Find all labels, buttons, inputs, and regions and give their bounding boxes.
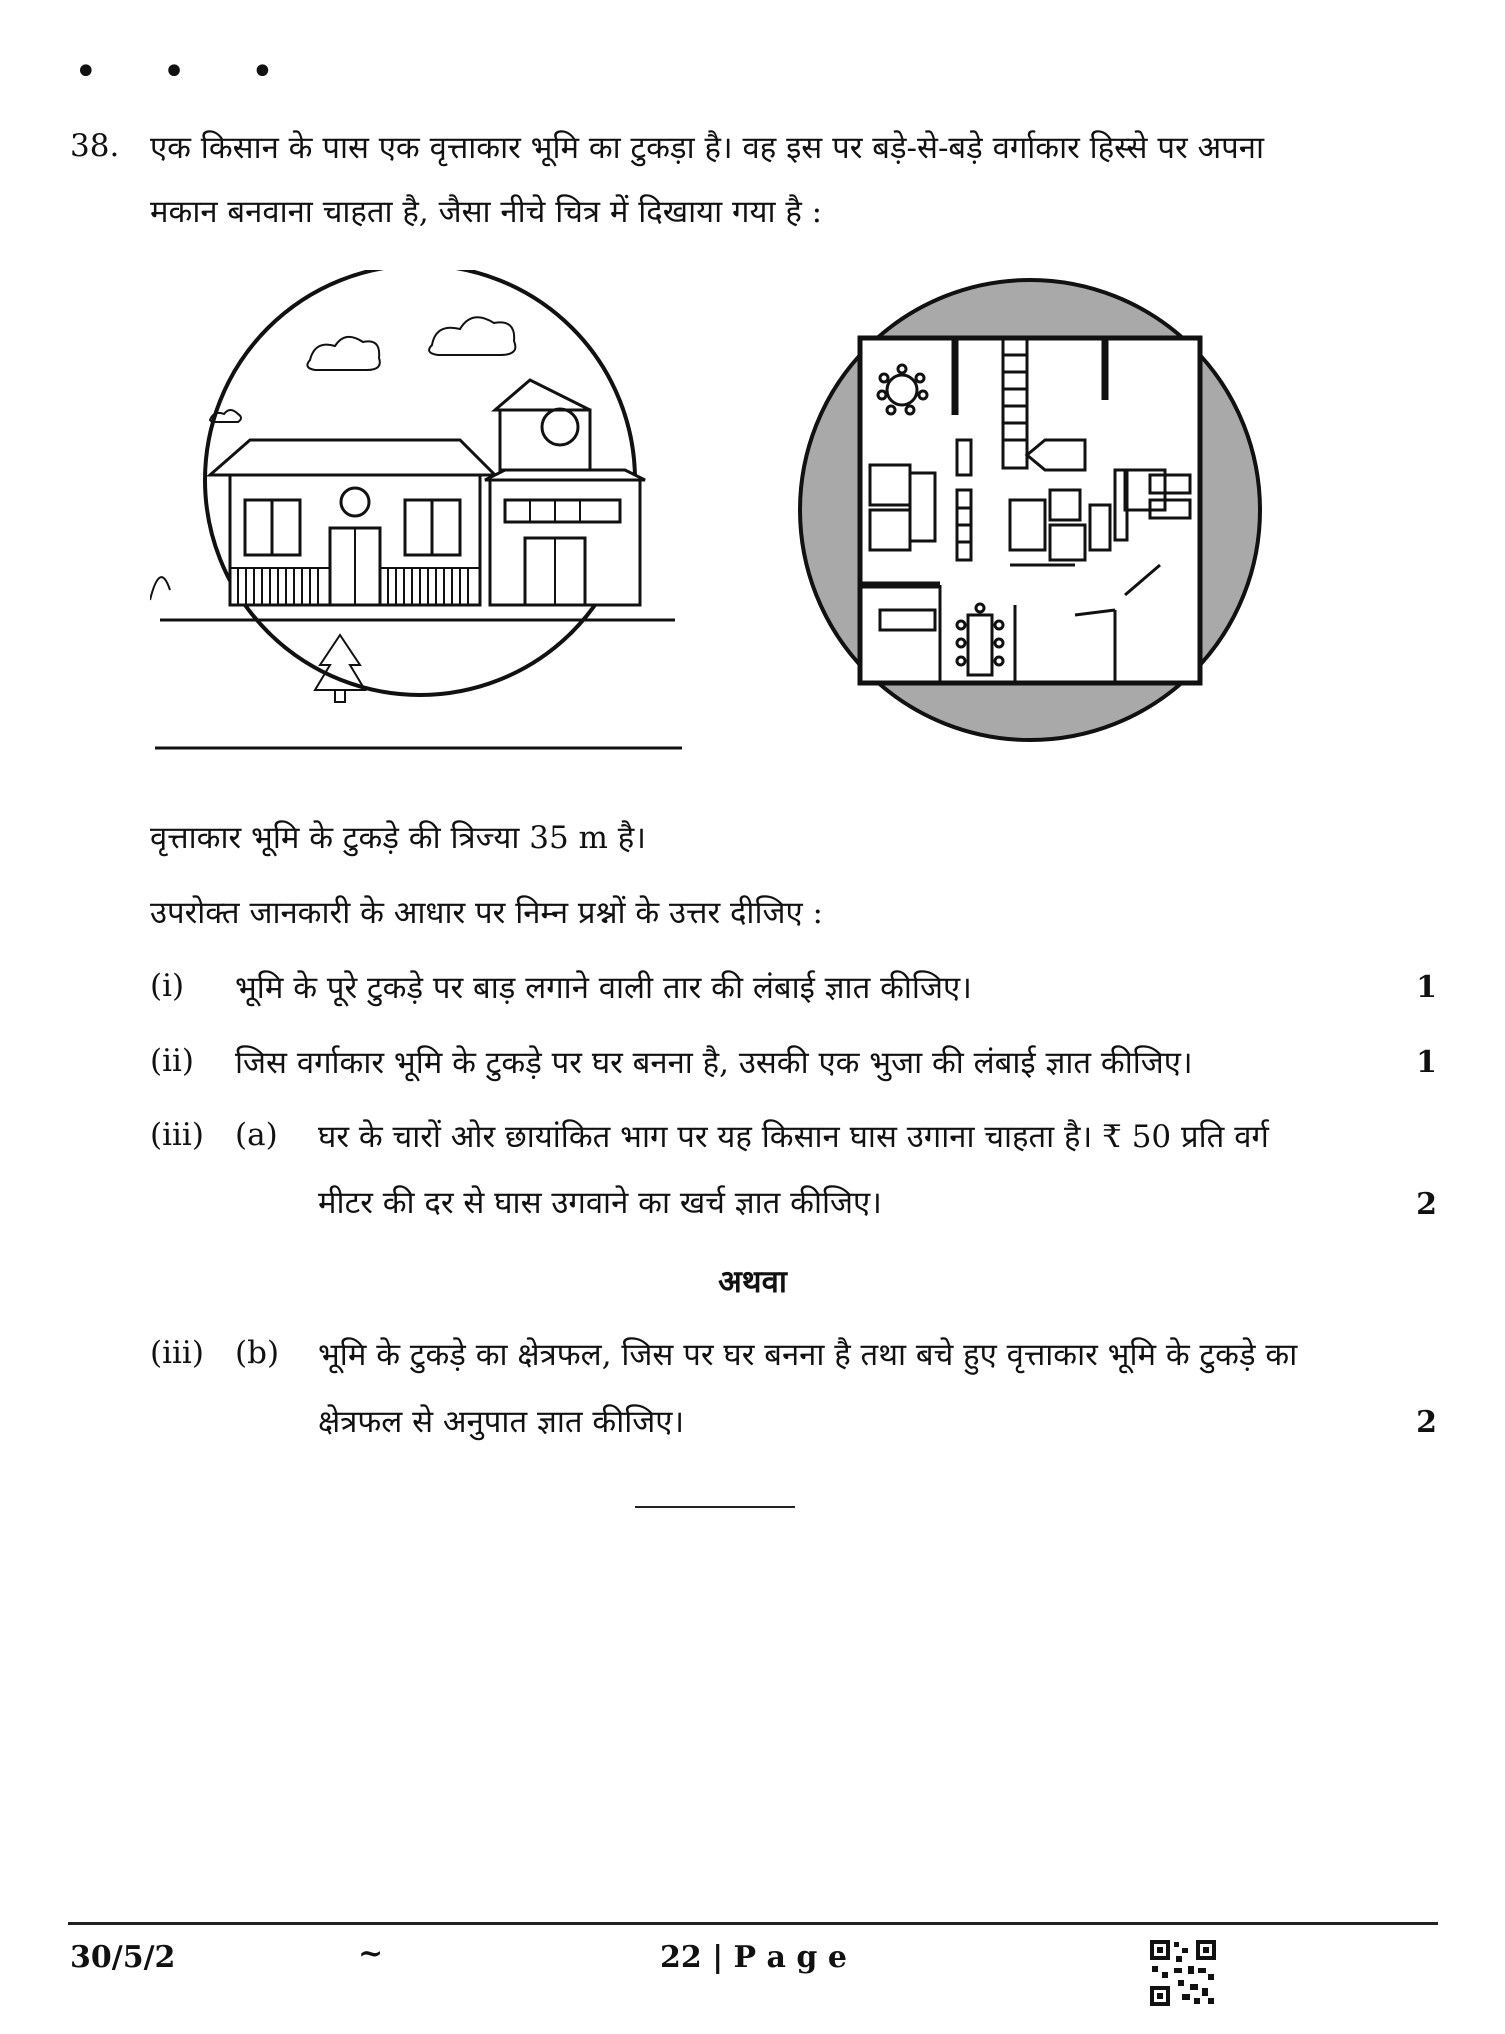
part-iii-b-text-line-1: भूमि के टुकड़े का क्षेत्रफल, जिस पर घर बनना है तथा बचे हुए वृत्ताकार भूमि के टुकड़े का [318, 1337, 1298, 1373]
instruction-text: उपरोक्त जानकारी के आधार पर निम्न प्रश्नों के उत्तर दीजिए : [150, 895, 823, 931]
part-iii-a-text-line-1: घर के चारों ओर छायांकित भाग पर यह किसान घास उगाना चाहता है। ₹ 50 प्रति वर्ग [318, 1119, 1269, 1155]
part-iii-b-marks: 2 [1416, 1405, 1437, 1440]
part-iii-b-text-line-2: क्षेत्रफल से अनुपात ज्ञात कीजिए। [318, 1404, 685, 1440]
house-illustration [150, 270, 690, 760]
part-iii-a-marks: 2 [1416, 1187, 1437, 1222]
page-number: 22 | P a g e [660, 1940, 847, 1975]
part-iii-a-sublabel: (a) [235, 1117, 278, 1153]
part-i-label: (i) [150, 968, 185, 1004]
end-rule [635, 1506, 795, 1508]
footer-tilde: ~ [358, 1936, 384, 1971]
paper-code: 30/5/2 [70, 1940, 176, 1975]
part-iii-a-text-line-2: मीटर की दर से घास उगवाने का खर्च ज्ञात कीजिए। [318, 1185, 882, 1221]
part-iii-b-sublabel: (b) [235, 1335, 280, 1371]
part-ii-marks: 1 [1416, 1045, 1437, 1080]
part-i-text: भूमि के पूरे टुकड़े पर बाड़ लगाने वाली तार की लंबाई ज्ञात कीजिए। [235, 970, 972, 1006]
qr-code-icon [1148, 1938, 1218, 2008]
or-separator: अथवा [718, 1264, 787, 1300]
part-iii-a-label: (iii) [150, 1117, 204, 1153]
part-ii-text: जिस वर्गाकार भूमि के टुकड़े पर घर बनना है, उसकी एक भुजा की लंबाई ज्ञात कीजिए। [235, 1045, 1193, 1081]
intro-line-2: मकान बनवाना चाहता है, जैसा नीचे चित्र में दिखाया गया है : [150, 194, 823, 230]
intro-line-1: एक किसान के पास एक वृत्ताकार भूमि का टुकड़ा है। वह इस पर बड़े-से-बड़े वर्गाकार हिस्से पर अपना [150, 130, 1265, 166]
radius-statement: वृत्ताकार भूमि के टुकड़े की त्रिज्या 35 m है। [150, 820, 646, 856]
part-iii-b-label: (iii) [150, 1335, 204, 1371]
page-dots: • • • [74, 49, 301, 95]
footer-rule [68, 1922, 1438, 1925]
part-ii-label: (ii) [150, 1043, 195, 1079]
part-i-marks: 1 [1416, 970, 1437, 1005]
question-number: 38. [70, 128, 120, 164]
floor-plan-illustration [785, 265, 1275, 755]
